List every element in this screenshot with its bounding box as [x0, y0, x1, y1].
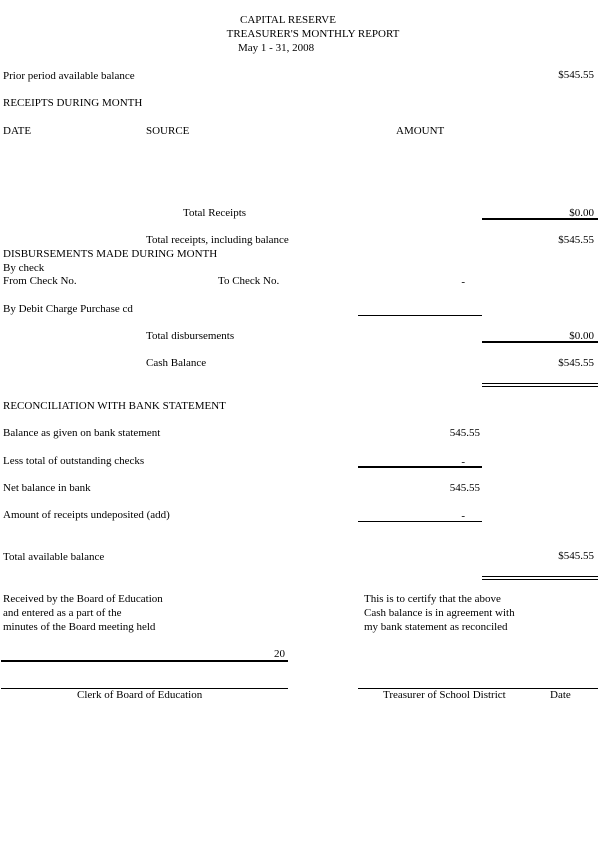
total-receipts-value: $0.00	[569, 207, 594, 219]
certify-statement-line-2: Cash balance is in agreement with	[364, 607, 515, 619]
debit-charge-label: By Debit Charge Purchase cd	[3, 303, 133, 315]
total-receipts-label: Total Receipts	[183, 207, 247, 219]
report-title-line-2: TREASURER'S MONTHLY REPORT	[226, 28, 400, 40]
receipts-including-balance-label: Total receipts, including balance	[146, 234, 289, 246]
meeting-date-line	[1, 660, 288, 662]
board-statement-line-2: and entered as a part of the	[3, 607, 122, 619]
column-date-header: DATE	[3, 125, 32, 137]
check-amount-value: -	[461, 276, 465, 288]
outstanding-checks-underline	[358, 466, 482, 468]
prior-balance-value: $545.55	[558, 69, 594, 81]
report-title-line-1: CAPITAL RESERVE	[240, 14, 336, 26]
date-signature-label: Date	[550, 689, 571, 701]
certify-statement-line-1: This is to certify that the above	[364, 593, 501, 605]
disbursements-heading: DISBURSEMENTS MADE DURING MONTH	[3, 248, 218, 260]
cash-balance-double-underline	[482, 383, 598, 387]
debit-charge-amount-line	[358, 315, 482, 316]
undeposited-receipts-value: -	[461, 510, 465, 522]
cash-balance-label: Cash Balance	[146, 357, 207, 369]
treasurer-signature-label: Treasurer of School District	[383, 689, 506, 701]
bank-statement-balance-value: 545.55	[449, 427, 480, 439]
reconciliation-heading: RECONCILIATION WITH BANK STATEMENT	[3, 400, 226, 412]
by-check-label: By check	[3, 262, 45, 274]
board-statement-line-3: minutes of the Board meeting held	[3, 621, 156, 633]
net-balance-value: 545.55	[449, 482, 480, 494]
total-disbursements-value: $0.00	[569, 330, 594, 342]
report-period: May 1 - 31, 2008	[238, 42, 315, 54]
prior-balance-label: Prior period available balance	[3, 70, 135, 82]
outstanding-checks-label: Less total of outstanding checks	[3, 455, 145, 467]
column-source-header: SOURCE	[146, 125, 190, 137]
outstanding-checks-value: -	[461, 456, 465, 468]
board-statement-line-1: Received by the Board of Education	[3, 593, 163, 605]
total-available-balance-double-underline	[482, 576, 598, 580]
clerk-signature-label: Clerk of Board of Education	[77, 689, 203, 701]
receipts-including-balance-value: $545.55	[558, 234, 594, 246]
bank-statement-balance-label: Balance as given on bank statement	[3, 427, 161, 439]
total-receipts-underline	[482, 218, 598, 220]
undeposited-receipts-label: Amount of receipts undeposited (add)	[3, 509, 170, 521]
net-balance-label: Net balance in bank	[3, 482, 91, 494]
total-available-balance-label: Total available balance	[3, 551, 105, 563]
from-check-label: From Check No.	[3, 275, 77, 287]
column-amount-header: AMOUNT	[396, 125, 445, 137]
certify-statement-line-3: my bank statement as reconciled	[364, 621, 508, 633]
total-disbursements-underline	[482, 341, 598, 343]
undeposited-receipts-underline	[358, 521, 482, 522]
to-check-label: To Check No.	[218, 275, 280, 287]
total-disbursements-label: Total disbursements	[146, 330, 235, 342]
receipts-heading: RECEIPTS DURING MONTH	[3, 97, 143, 109]
meeting-year-prefix: 20	[274, 648, 285, 660]
cash-balance-value: $545.55	[558, 357, 594, 369]
total-available-balance-value: $545.55	[558, 550, 594, 562]
